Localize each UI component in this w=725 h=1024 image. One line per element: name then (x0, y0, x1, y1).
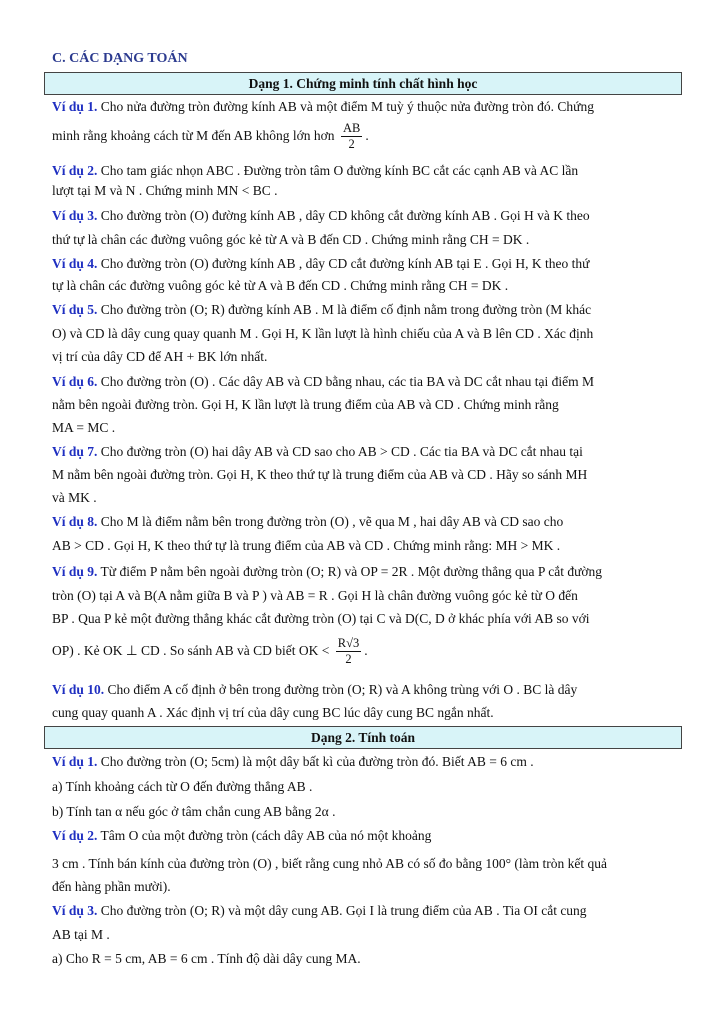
d2-example-2-line-1 (52, 827, 431, 845)
example-text: Cho tam giác nhọn ABC . Đường tròn tâm O đường kính BC cắt các cạnh AB và AC lần (97, 163, 579, 178)
example-label: Ví dụ 2. (52, 163, 98, 178)
banner-dang-2: Dạng 2. Tính toán (44, 726, 682, 749)
fraction-denominator: 2 (345, 652, 352, 667)
example-6-line-2: nằm bên ngoài đường tròn. Gọi H, K lần lượt là trung điểm của AB và CD . Chứng minh rằng (52, 397, 559, 412)
fraction-numerator: R√3 (337, 636, 360, 651)
example-10-line-2: cung quay quanh A . Xác định vị trí của dây cung BC lúc dây cung BC ngắn nhất. (52, 705, 494, 720)
fraction (341, 121, 362, 152)
example-5-line-3: vị trí của dây CD để AH + BK lớn nhất. (52, 349, 268, 364)
example-text: Cho nửa đường tròn đường kính AB và một điểm M tuỳ ý thuộc nửa đường tròn đó. Chứng (97, 99, 594, 114)
example-7-line-2: M nằm bên ngoài đường tròn. Gọi H, K theo thứ tự là trung điểm của AB và CD . Hãy so sánh MH (52, 467, 588, 482)
example-text: Cho đường tròn (O; 5cm) là một dây bất kì của đường tròn đó. Biết AB = 6 cm . (97, 754, 534, 769)
example-1-line-2 (52, 118, 369, 154)
example-text: Cho M là điểm nằm bên trong đường tròn (O) , vẽ qua M , hai dây AB và CD sao cho (97, 514, 564, 529)
example-label: Ví dụ 4. (52, 256, 98, 271)
example-label: Ví dụ 3. (52, 903, 98, 918)
fraction (336, 636, 361, 667)
example-9-line-4 (52, 632, 368, 670)
example-text: Từ điểm P nằm bên ngoài đường tròn (O; R) và OP = 2R . Một đường thẳng qua P cắt đường (97, 564, 603, 579)
example-2-line-2: lượt tại M và N . Chứng minh MN < BC . (52, 183, 278, 198)
d2-example-2-line-3: đến hàng phần mười). (52, 879, 171, 894)
example-label: Ví dụ 10. (52, 682, 105, 697)
example-6-line-1 (52, 373, 594, 391)
d2-example-1-part-a: a) Tính khoảng cách từ O đến đường thẳng AB . (52, 779, 313, 794)
example-text: Cho đường tròn (O) . Các dây AB và CD bằng nhau, các tia BA và DC cắt nhau tại điểm M (97, 374, 595, 389)
fraction-numerator: AB (342, 121, 361, 136)
example-label: Ví dụ 1. (52, 754, 98, 769)
example-label: Ví dụ 6. (52, 374, 98, 389)
example-label: Ví dụ 7. (52, 444, 98, 459)
banner-dang-1: Dạng 1. Chứng minh tính chất hình học (44, 72, 682, 95)
example-text: Cho đường tròn (O) đường kính AB , dây CD không cắt đường kính AB . Gọi H và K theo (97, 208, 590, 223)
example-label: Ví dụ 3. (52, 208, 98, 223)
example-10-line-1 (52, 681, 577, 699)
d2-example-1-line-1 (52, 753, 534, 771)
example-label: Ví dụ 5. (52, 302, 98, 317)
example-5-line-1 (52, 301, 591, 319)
section-title: C. CÁC DẠNG TOÁN (52, 51, 188, 66)
example-6-line-3: MA = MC . (52, 420, 116, 435)
example-text: . (365, 128, 369, 143)
d2-example-2-line-2: 3 cm . Tính bán kính của đường tròn (O) , biết rằng cung nhỏ AB có số đo bằng 100° (làm tròn kết quả (52, 856, 608, 871)
example-9-line-3: BP . Qua P kẻ một đường thẳng khác cắt đường tròn (O) tại C và D(C, D ở khác phía với AB so với (52, 611, 590, 626)
example-label: Ví dụ 2. (52, 828, 98, 843)
example-text: OP) . Kẻ OK ⊥ CD . So sánh AB và CD biết OK < (52, 643, 333, 658)
example-8-line-2: AB > CD . Gọi H, K theo thứ tự là trung điểm của AB và CD . Chứng minh rằng: MH > MK . (52, 538, 561, 553)
example-text: Tâm O của một đường tròn (cách dây AB của nó một khoảng (97, 828, 432, 843)
example-1-line-1 (52, 98, 594, 116)
example-text: Cho đường tròn (O) hai dây AB và CD sao cho AB > CD . Các tia BA và DC cắt nhau tại (97, 444, 583, 459)
example-text: Cho đường tròn (O) đường kính AB , dây CD cắt đường kính AB tại E . Gọi H, K theo thứ (97, 256, 590, 271)
example-8-line-1 (52, 513, 563, 531)
d2-example-3-part-a: a) Cho R = 5 cm, AB = 6 cm . Tính độ dài dây cung MA. (52, 951, 361, 966)
example-text: Cho đường tròn (O; R) đường kính AB . M là điểm cố định nằm trong đường tròn (M khác (97, 302, 592, 317)
example-3-line-1 (52, 207, 590, 225)
example-5-line-2: O) và CD là dây cung quay quanh M . Gọi H, K lần lượt là hình chiếu của A và B lên CD . Xác định (52, 326, 594, 341)
example-3-line-2: thứ tự là chân các đường vuông góc kẻ từ A và B đến CD . Chứng minh rằng CH = DK . (52, 232, 530, 247)
example-text: . (364, 643, 368, 658)
example-7-line-3: và MK . (52, 490, 97, 505)
example-9-line-1 (52, 563, 602, 581)
example-label: Ví dụ 9. (52, 564, 98, 579)
example-text: Cho điểm A cố định ở bên trong đường tròn (O; R) và A không trùng với O . BC là dây (104, 682, 578, 697)
d2-example-3-line-2: AB tại M . (52, 927, 110, 942)
example-text: Cho đường tròn (O; R) và một dây cung AB. Gọi I là trung điểm của AB . Tia OI cắt cung (97, 903, 587, 918)
example-label: Ví dụ 8. (52, 514, 98, 529)
example-7-line-1 (52, 443, 583, 461)
example-4-line-2: tự là chân các đường vuông góc kẻ từ A và B đến CD . Chứng minh rằng CH = DK . (52, 278, 509, 293)
d2-example-1-part-b: b) Tính tan α nếu góc ở tâm chắn cung AB bằng 2α . (52, 804, 336, 819)
example-label: Ví dụ 1. (52, 99, 98, 114)
example-9-line-2: tròn (O) tại A và B(A nằm giữa B và P ) và AB = R . Gọi H là chân đường vuông góc kẻ từ O đến (52, 588, 578, 603)
fraction-denominator: 2 (348, 137, 355, 152)
example-2-line-1 (52, 162, 578, 180)
example-text: minh rằng khoảng cách từ M đến AB không lớn hơn (52, 128, 338, 143)
d2-example-3-line-1 (52, 902, 587, 920)
example-4-line-1 (52, 255, 589, 273)
